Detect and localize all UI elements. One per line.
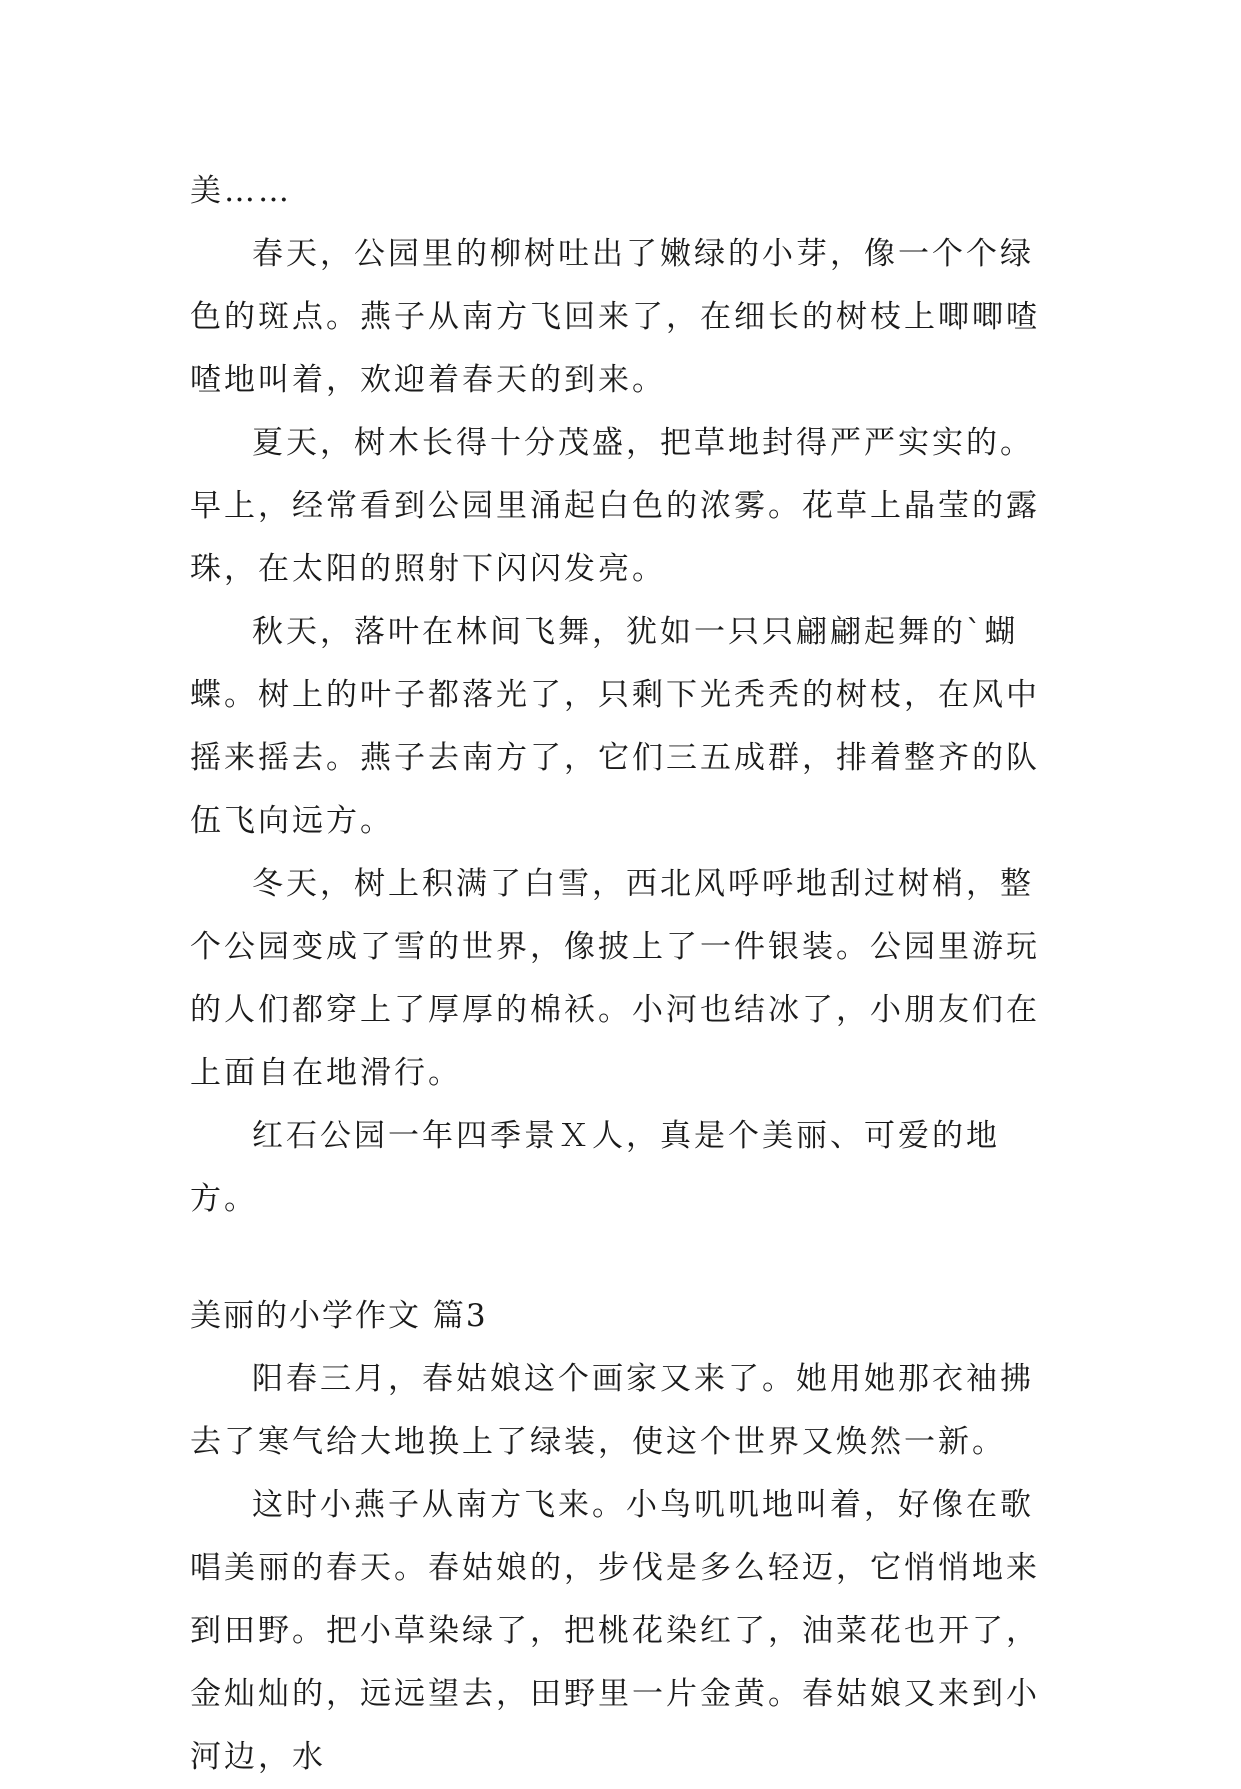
document-body (190, 160, 1052, 1789)
paragraph-conclusion: 红石公园一年四季景Ｘ人，真是个美丽、可爱的地方。 (190, 1118, 1000, 1217)
paragraph-march: 阳春三月，春姑娘这个画家又来了。她用她那衣袖拂去了寒气给大地换上了绿装，使这个世界又焕然一新。 (190, 1361, 1034, 1460)
paragraph-summer: 夏天，树木长得十分茂盛，把草地封得严严实实的。早上，经常看到公园里涌起白色的浓雾。花草上晶莹的露珠，在太阳的照射下闪闪发亮。 (190, 425, 1040, 587)
paragraph-autumn: 秋天，落叶在林间飞舞，犹如一只只翩翩起舞的`蝴蝶。树上的叶子都落光了，只剩下光秃秃的树枝，在风中摇来摇去。燕子去南方了，它们三五成群，排着整齐的队伍飞向远方。 (190, 614, 1040, 839)
paragraph-swallow: 这时小燕子从南方飞来。小鸟叽叽地叫着，好像在歌唱美丽的春天。春姑娘的，步伐是多么轻迈，它悄悄地来到田野。把小草染绿了，把桃花染红了，油菜花也开了，金灿灿的，远远望去，田野里一片金黄。春姑娘又来到小河边，水 (190, 1487, 1040, 1775)
section-title: 美丽的小学作文 篇3 (190, 1298, 488, 1334)
paragraph-winter: 冬天，树上积满了白雪，西北风呼呼地刮过树梢，整个公园变成了雪的世界，像披上了一件银装。公园里游玩的人们都穿上了厚厚的棉袄。小河也结冰了，小朋友们在上面自在地滑行。 (190, 866, 1040, 1091)
paragraph-spring: 春天，公园里的柳树吐出了嫩绿的小芽，像一个个绿色的斑点。燕子从南方飞回来了，在细长的树枝上唧唧喳喳地叫着，欢迎着春天的到来。 (190, 236, 1040, 398)
continuation-text: 美…… (190, 173, 292, 209)
